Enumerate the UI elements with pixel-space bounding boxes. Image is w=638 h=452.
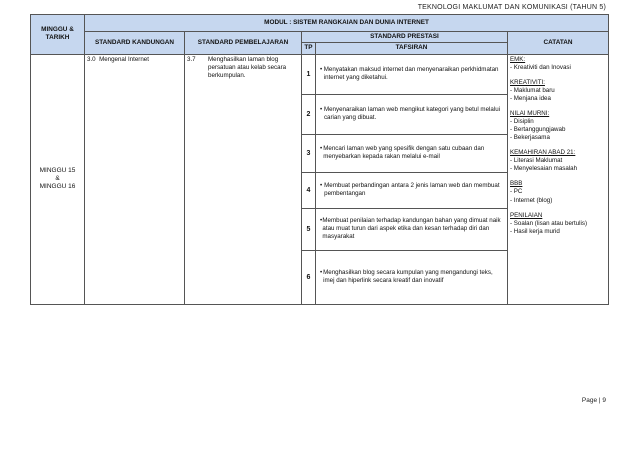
catatan-kemahiran-2: - Menyelesaian masalah bbox=[510, 165, 578, 173]
pembelajaran-number: 3.7 bbox=[187, 55, 196, 63]
catatan-nilai-title: NILAI MURNI: bbox=[510, 109, 550, 117]
tp-4: 4 bbox=[302, 172, 316, 208]
header-standard-prestasi: STANDARD PRESTASI bbox=[302, 32, 508, 43]
tp-6: 6 bbox=[302, 250, 316, 304]
catatan-penilaian-2: - Hasil kerja murid bbox=[510, 227, 560, 235]
catatan-nilai-1: - Disiplin bbox=[510, 118, 534, 126]
document-header-title: TEKNOLOGI MAKLUMAT DAN KOMUNIKASI (TAHUN 5) bbox=[417, 4, 606, 11]
standard-pembelajaran-cell bbox=[185, 54, 302, 304]
catatan-bbb-2: - Internet (blog) bbox=[510, 196, 553, 204]
tafsiran-5: • Membuat penilaian terhadap kandungan bahan yang dimuat naik atau muat turun dari aspek etika dan kesan terhadap diri dan masyarakat bbox=[316, 208, 508, 250]
catatan-kreativiti-title: KREATIVITI: bbox=[510, 78, 545, 86]
kandungan-text: Mengenal Internet bbox=[99, 55, 149, 63]
minggu-cell bbox=[31, 54, 85, 304]
catatan-cell bbox=[508, 54, 609, 304]
tafsiran-2-text: Menyenaraikan laman web mengikut kategori yang betul melalui carian yang dibuat. bbox=[323, 106, 501, 122]
tafsiran-6: • Menghasilkan blog secara kumpulan yang mengandungi teks, imej dan hiperlink secara kreatif dan inovatif bbox=[316, 250, 508, 304]
catatan-kreativiti-2: - Menjana idea bbox=[510, 94, 551, 102]
header-tafsiran: TAFSIRAN bbox=[316, 43, 508, 54]
tp-1: 1 bbox=[302, 54, 316, 94]
catatan-kemahiran-1: - Literasi Maklumat bbox=[510, 157, 563, 165]
tafsiran-2: • Menyenaraikan laman web mengikut kategori yang betul melalui carian yang dibuat. bbox=[316, 94, 508, 134]
catatan-kreativiti-1: - Maklumat baru bbox=[510, 86, 555, 94]
header-standard-kandungan: STANDARD KANDUNGAN bbox=[85, 32, 185, 55]
catatan-penilaian-1: - Soalan (lisan atau bertulis) bbox=[510, 219, 588, 227]
tafsiran-3: • Mencari laman web yang spesifik dengan satu cubaan dan menyebarkan kepada rakan melalui e-mail bbox=[316, 134, 508, 172]
catatan-kemahiran-title: KEMAHIRAN ABAD 21: bbox=[510, 149, 576, 157]
catatan-emk-title: EMK: bbox=[510, 55, 526, 63]
header-standard-pembelajaran: STANDARD PEMBELAJARAN bbox=[185, 32, 302, 55]
page-number-footer: Page | 9 bbox=[581, 397, 606, 404]
lesson-plan-table bbox=[30, 14, 609, 305]
minggu-line-2: & bbox=[55, 174, 60, 182]
tp-5: 5 bbox=[302, 208, 316, 250]
tafsiran-5-text: Membuat penilaian terhadap kandungan bahan yang dimuat naik atau muat turun dari aspek etika dan kesan terhadap diri dan masyarakat bbox=[322, 217, 501, 241]
header-catatan: CATATAN bbox=[508, 32, 609, 55]
tp-3: 3 bbox=[302, 134, 316, 172]
tafsiran-6-text: Menghasilkan blog secara kumpulan yang mengandungi teks, imej dan hiperlink secara kreatif dan inovatif bbox=[323, 269, 493, 285]
tafsiran-1-text: Menyatakan maksud internet dan menyenaraikan perkhidmatan internet yang diketahui. bbox=[323, 66, 499, 82]
pembelajaran-text: Menghasilkan laman blog persatuan atau kelab secara berkumpulan. bbox=[208, 55, 287, 79]
kandungan-number: 3.0 bbox=[87, 55, 96, 63]
header-modul: MODUL : SISTEM RANGKAIAN DAN DUNIA INTERNET bbox=[85, 15, 609, 32]
tafsiran-1: • Menyatakan maksud internet dan menyenaraikan perkhidmatan internet yang diketahui. bbox=[316, 54, 508, 94]
header-minggu-tarikh: MINGGU & TARIKH bbox=[31, 15, 85, 55]
catatan-penilaian-title: PENILAIAN bbox=[510, 211, 543, 219]
minggu-line-1: MINGGU 15 bbox=[39, 166, 76, 174]
tafsiran-4-text: Membuat perbandingan antara 2 jenis laman web dan membuat pembentangan bbox=[324, 182, 500, 198]
minggu-line-3: MINGGU 16 bbox=[39, 183, 76, 191]
tafsiran-4: • Membuat perbandingan antara 2 jenis laman web dan membuat pembentangan bbox=[316, 172, 508, 208]
catatan-emk-1: - Kreativiti dan Inovasi bbox=[510, 63, 571, 71]
standard-kandungan-cell bbox=[85, 54, 185, 304]
header-tp: TP bbox=[302, 43, 316, 54]
tafsiran-3-text: Mencari laman web yang spesifik dengan satu cubaan dan menyebarkan kepada rakan melalui e-mail bbox=[323, 145, 485, 161]
tp-2: 2 bbox=[302, 94, 316, 134]
catatan-bbb-title: BBB bbox=[510, 180, 523, 188]
catatan-bbb-1: - PC bbox=[510, 188, 523, 196]
catatan-nilai-2: - Bertanggungjawab bbox=[510, 126, 566, 134]
catatan-nilai-3: - Bekerjasama bbox=[510, 134, 550, 142]
